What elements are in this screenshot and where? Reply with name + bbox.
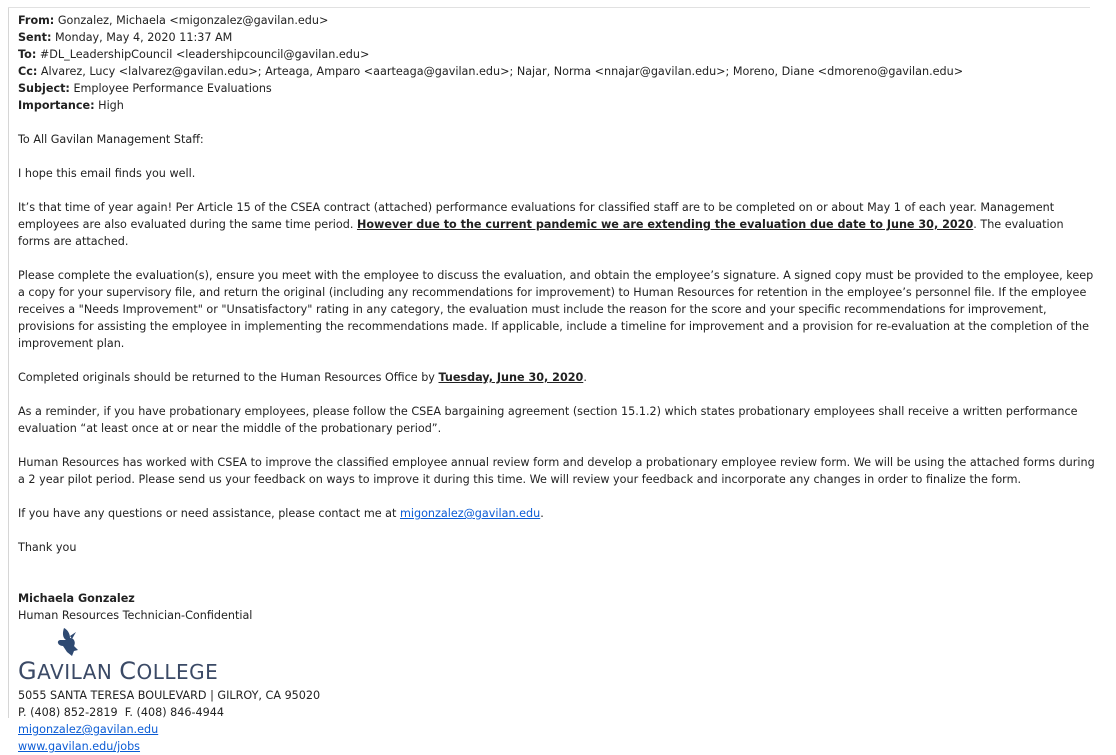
- logo-text: GAVILAN COLLEGE: [18, 657, 219, 685]
- paragraph: It’s that time of year again! Per Article 15 of the CSEA contract (attached) performance evaluations for classified staff are to be completed on or about May 1 of each year. Management employees are also evaluated during the same time period. However due to the current pandemic we are extending the evaluation due date to June 30, 2020. The evaluation forms are attached.: [18, 201, 1064, 248]
- closing: Thank you: [18, 541, 77, 554]
- email-message: [18, 12, 1098, 755]
- subject-line: Subject: Employee Performance Evaluations: [18, 82, 272, 95]
- signature-name: Michaela Gonzalez: [18, 592, 135, 605]
- sent-line: Sent: Monday, May 4, 2020 11:37 AM: [18, 31, 233, 44]
- gavilan-college-logo: [18, 626, 1098, 683]
- cc-line: Cc: Alvarez, Lucy <lalvarez@gavilan.edu>; Arteaga, Amparo <aarteaga@gavilan.edu>; Najar, Norma <nnajar@gavilan.edu>; Moreno, Diane <dmoreno@gavilan.edu>: [18, 65, 964, 78]
- due-date: Tuesday, June 30, 2020: [438, 371, 584, 384]
- email-body: [18, 131, 1098, 556]
- subject-value: Employee Performance Evaluations: [73, 82, 272, 95]
- from-value: Gonzalez, Michaela <migonzalez@gavilan.edu>: [57, 14, 329, 27]
- cc-value: Alvarez, Lucy <lalvarez@gavilan.edu>; Arteaga, Amparo <aarteaga@gavilan.edu>; Najar, Norma <nnajar@gavilan.edu>; Moreno, Diane <dmoreno@gavilan.edu>: [40, 65, 964, 78]
- paragraph: If you have any questions or need assistance, please contact me at migonzalez@gavilan.edu.: [18, 507, 544, 520]
- importance-value: High: [98, 99, 124, 112]
- signature-address: 5055 SANTA TERESA BOULEVARD | GILROY, CA 95020: [18, 689, 321, 702]
- signature: [18, 590, 1098, 755]
- importance-line: Importance: High: [18, 99, 124, 112]
- to-line: To: #DL_LeadershipCouncil <leadershipcouncil@gavilan.edu>: [18, 48, 370, 61]
- sent-value: Monday, May 4, 2020 11:37 AM: [55, 31, 233, 44]
- to-value: #DL_LeadershipCouncil <leadershipcouncil@gavilan.edu>: [39, 48, 370, 61]
- signature-title: Human Resources Technician-Confidential: [18, 609, 253, 622]
- greeting: To All Gavilan Management Staff:: [18, 133, 204, 146]
- paragraph: I hope this email finds you well.: [18, 167, 196, 180]
- paragraph: Human Resources has worked with CSEA to improve the classified employee annual review form and develop a probationary employee review form. We will be using the attached forms during a 2 year pilot period. Please send us your feedback on ways to improve it during this time. We will review your feedback and incorporate any changes in order to finalize the form.: [18, 456, 1095, 486]
- signature-phone: P. (408) 852-2819 F. (408) 846-4944: [18, 706, 224, 719]
- email-header: [18, 12, 1098, 114]
- signature-email-link[interactable]: migonzalez@gavilan.edu: [18, 723, 159, 736]
- hawk-icon: [36, 626, 96, 660]
- divider: [8, 8, 9, 718]
- paragraph: As a reminder, if you have probationary employees, please follow the CSEA bargaining agreement (section 15.1.2) which states probationary employees shall receive a written performance evaluation “at least once at or near the middle of the probationary period”.: [18, 405, 1078, 435]
- from-line: From: Gonzalez, Michaela <migonzalez@gavilan.edu>: [18, 14, 329, 27]
- email-link[interactable]: migonzalez@gavilan.edu: [399, 507, 541, 520]
- paragraph: Completed originals should be returned to the Human Resources Office by Tuesday, June 30, 2020.: [18, 371, 587, 384]
- paragraph: Please complete the evaluation(s), ensure you meet with the employee to discuss the evaluation, and obtain the employee’s signature. A signed copy must be provided to the employee, keep a copy for your supervisory file, and return the original (including any recommendations for improvement) to Human Resources for retention in the employee’s personnel file. If the employee receives a "Needs Improvement" or "Unsatisfactory" rating in any category, the evaluation must include the reason for the score and your specific recommendations for improvement, provisions for assisting the employee in implementing the recommendations made. If applicable, include a timeline for improvement and a provision for re-evaluation at the completion of the improvement plan.: [18, 269, 1094, 350]
- divider: [8, 7, 1090, 8]
- emphasis-text: However due to the current pandemic we are extending the evaluation due date to June 30, 2020: [356, 218, 974, 231]
- website-link[interactable]: www.gavilan.edu/jobs: [18, 740, 141, 753]
